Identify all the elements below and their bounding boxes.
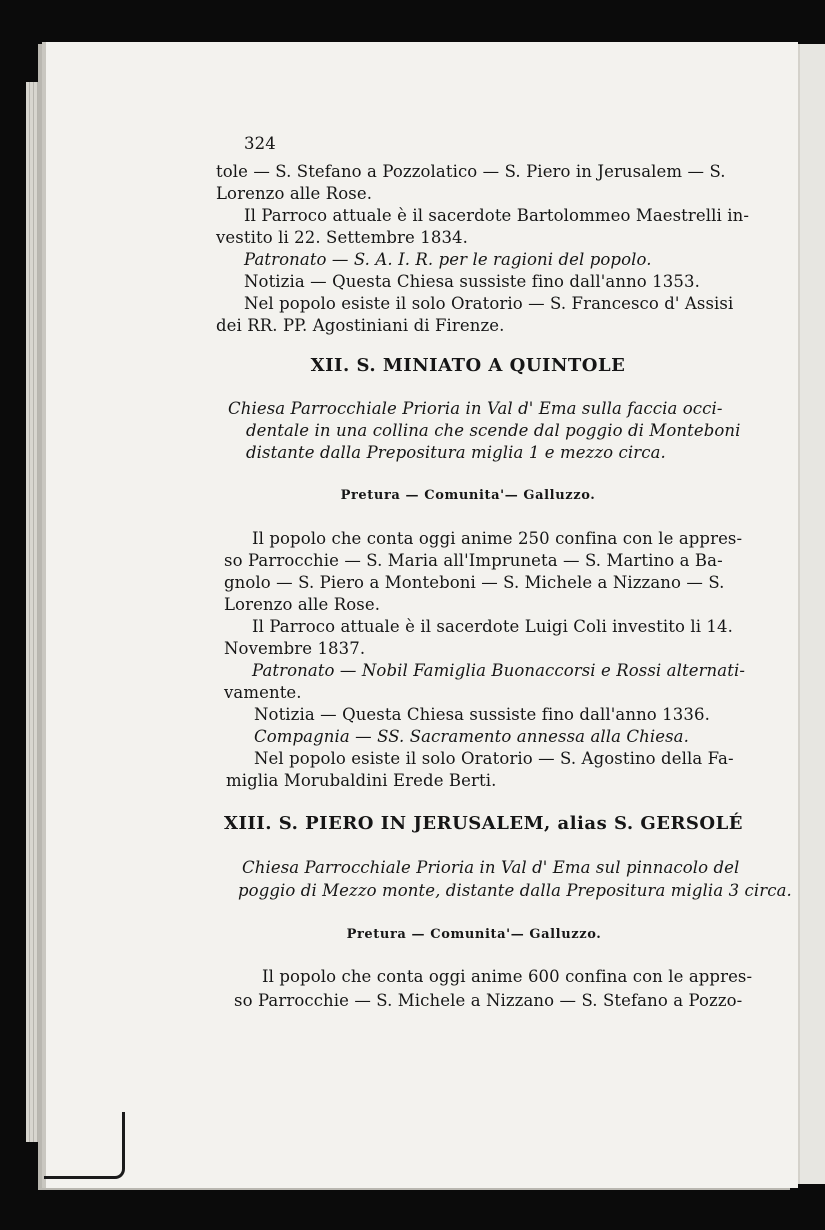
section-heading: XIII. S. PIERO IN JERUSALEM, alias S. GERSOLÉ [224, 813, 743, 834]
text-line: Nel popolo esiste il solo Oratorio — S. Agostino della Fa- [254, 749, 734, 768]
text-line: Compagnia — SS. Sacramento annessa alla Chiesa. [254, 727, 689, 746]
text-line: Lorenzo alle Rose. [224, 595, 381, 614]
text-line: so Parrocchie — S. Michele a Nizzano — S. Stefano a Pozzo- [234, 991, 743, 1010]
subtitle-line: Chiesa Parrocchiale Prioria in Val d' Ema sul pinnacolo del [242, 858, 740, 877]
jurisdiction-line: Pretura — Comunita'— Galluzzo. [340, 488, 596, 503]
subtitle-line: distante dalla Prepositura miglia 1 e mezzo circa. [246, 443, 666, 462]
text-line: vestito li 22. Settembre 1834. [216, 228, 468, 247]
text-line: so Parrocchie — S. Maria all'Impruneta — S. Martino a Ba- [224, 551, 723, 570]
text-line: Lorenzo alle Rose. [216, 184, 373, 203]
text-line: gnolo — S. Piero a Monteboni — S. Michele a Nizzano — S. [224, 573, 725, 592]
subtitle-line: dentale in una collina che scende dal poggio di Monteboni [246, 421, 741, 440]
section-heading: XII. S. MINIATO A QUINTOLE [310, 355, 626, 376]
text-line: dei RR. PP. Agostiniani di Firenze. [216, 316, 505, 335]
page-number: 324 [244, 134, 276, 153]
text-line: Il popolo che conta oggi anime 600 confina con le appres- [262, 967, 753, 986]
subtitle-line: Chiesa Parrocchiale Prioria in Val d' Ema sulla faccia occi- [228, 399, 723, 418]
text-line: Notizia — Questa Chiesa sussiste fino dall'anno 1336. [254, 705, 710, 724]
text-line: Patronato — Nobil Famiglia Buonaccorsi e Rossi alternati- [252, 661, 745, 680]
text-line: tole — S. Stefano a Pozzolatico — S. Piero in Jerusalem — S. [216, 162, 726, 181]
text-line: Notizia — Questa Chiesa sussiste fino dall'anno 1353. [244, 272, 700, 291]
text-line: Il popolo che conta oggi anime 250 confina con le appres- [252, 529, 743, 548]
text-line: Nel popolo esiste il solo Oratorio — S. Francesco d' Assisi [244, 294, 734, 313]
text-line: Novembre 1837. [224, 639, 366, 658]
text-line: Patronato — S. A. I. R. per le ragioni del popolo. [244, 250, 652, 269]
text-line: Il Parroco attuale è il sacerdote Luigi Coli investito li 14. [252, 617, 733, 636]
text-line: Il Parroco attuale è il sacerdote Bartolommeo Maestrelli in- [244, 206, 750, 225]
subtitle-line: poggio di Mezzo monte, distante dalla Prepositura miglia 3 circa. [238, 881, 792, 900]
text-line: vamente. [224, 683, 302, 702]
jurisdiction-line: Pretura — Comunita'— Galluzzo. [346, 927, 602, 942]
text-line: miglia Morubaldini Erede Berti. [226, 771, 497, 790]
